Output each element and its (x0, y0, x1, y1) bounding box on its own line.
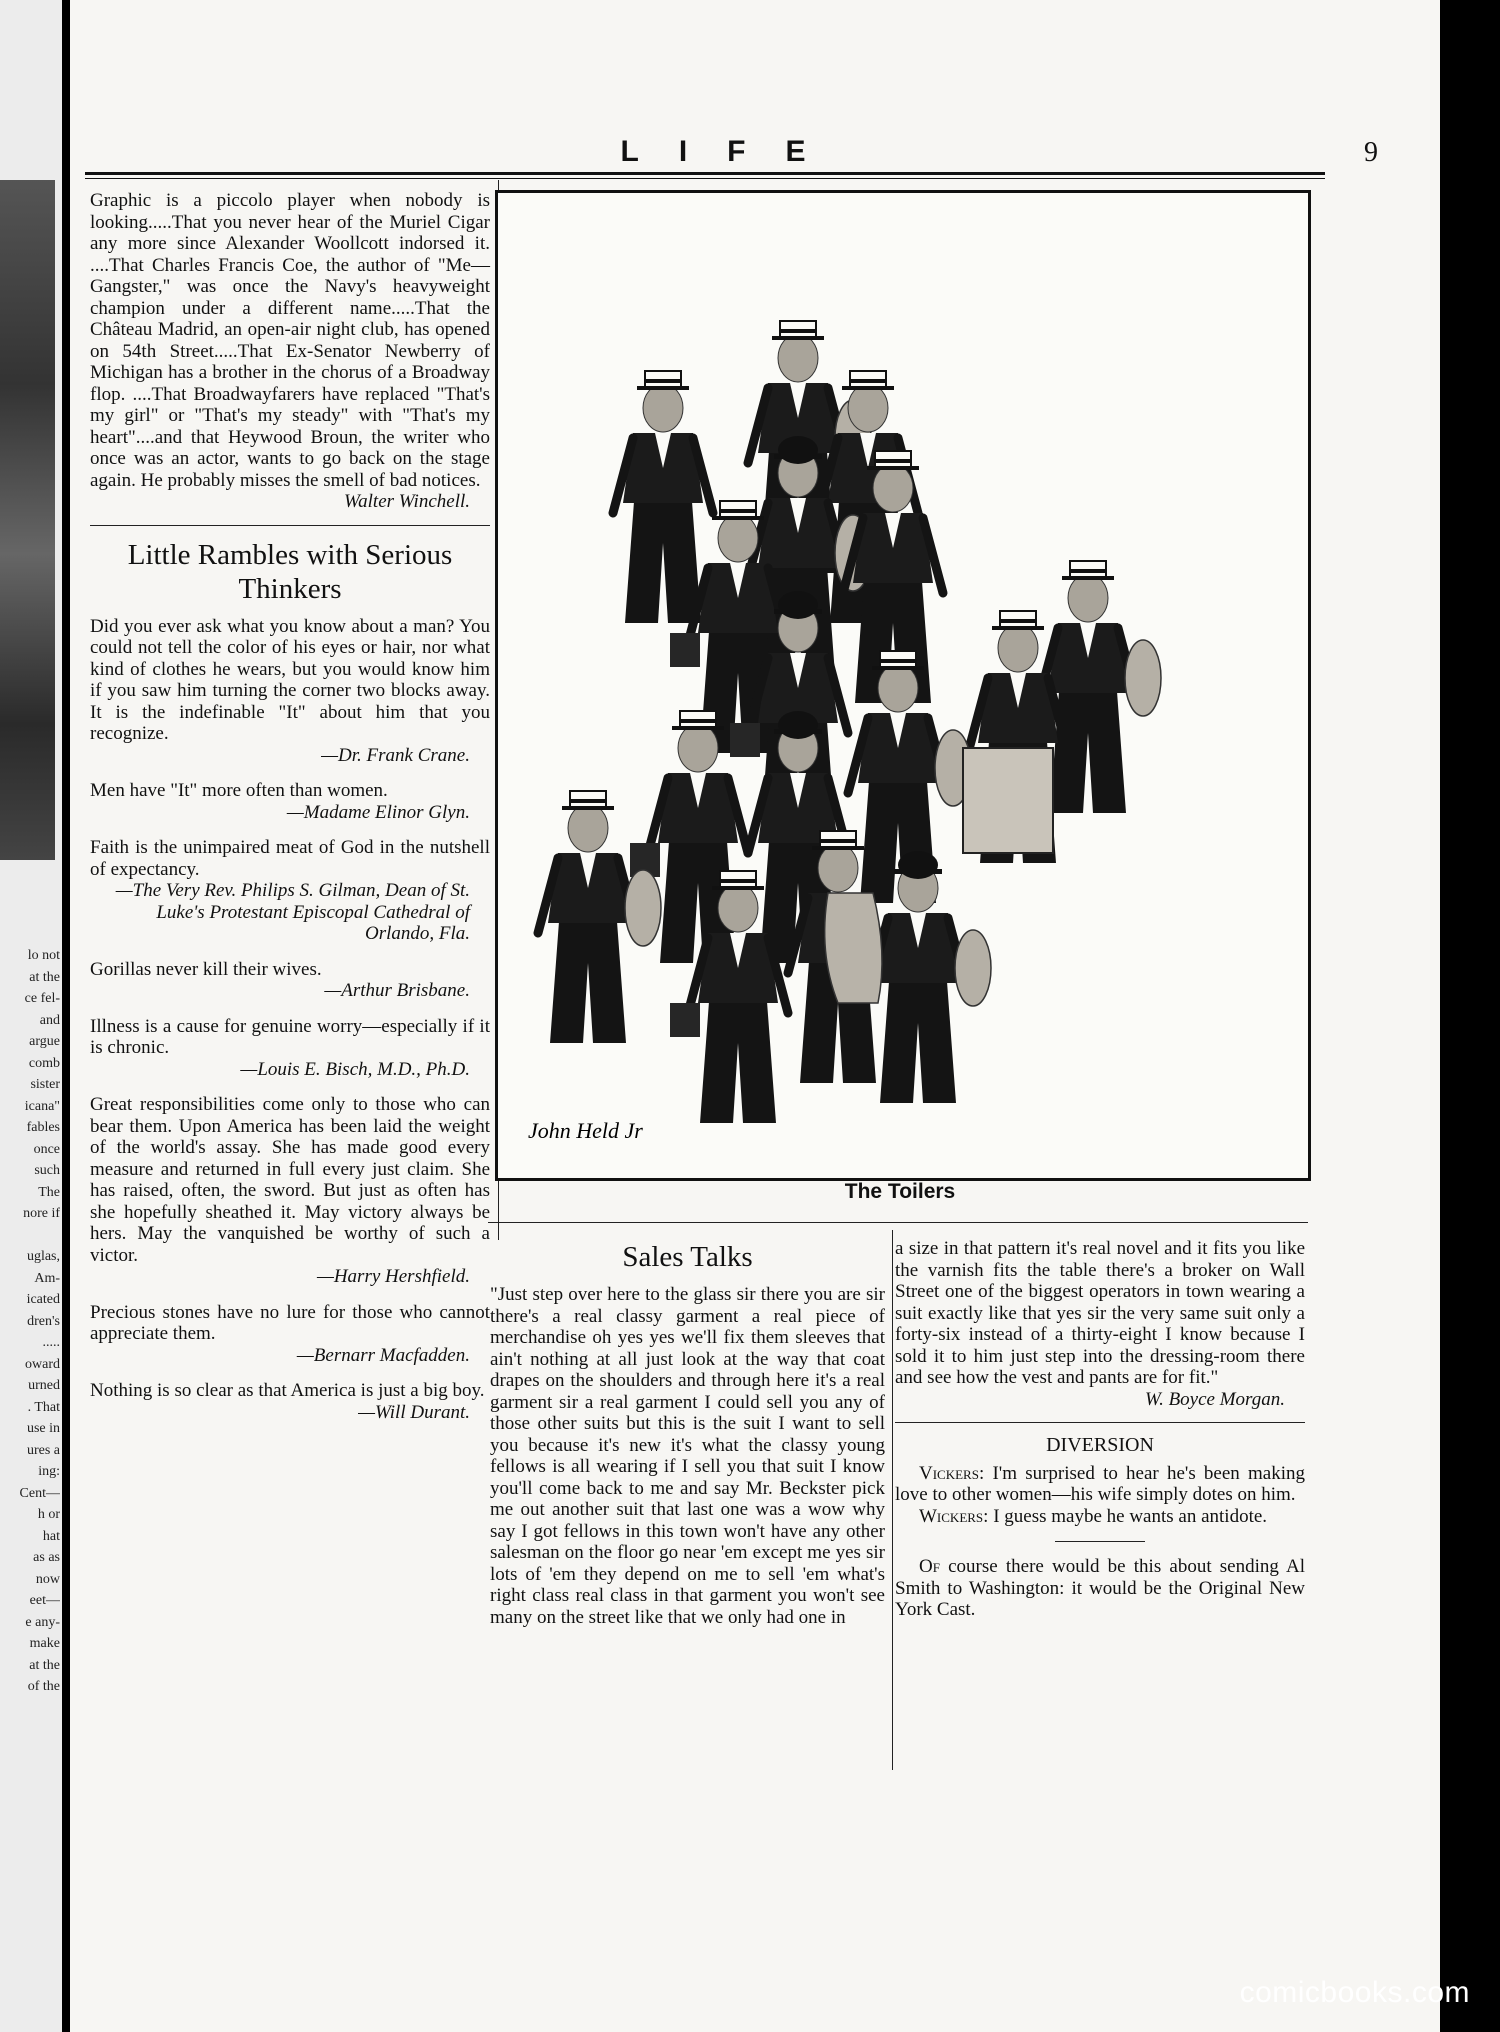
adjacent-text-line: The (38, 1184, 60, 1200)
straw-hat-brim (992, 626, 1044, 630)
adjacent-text-line: ures a (26, 1442, 60, 1458)
short-divider (1055, 1541, 1145, 1542)
musician-trousers (880, 968, 956, 1103)
ramble-quote: Precious stones have no lure for those who cannot appreciate them. (90, 1301, 490, 1344)
adjacent-text-line: sister (30, 1077, 60, 1092)
straw-hat-brim (842, 386, 894, 390)
instrument-case (1125, 640, 1161, 716)
ramble-entry (90, 780, 490, 823)
musician-head (643, 384, 683, 432)
straw-hat-band (780, 329, 816, 333)
adjacent-page-edge (0, 0, 62, 2032)
adjacent-text-line: make (29, 1636, 60, 1651)
musician-trousers (625, 488, 701, 623)
adjacent-text-line: ce fel- (24, 991, 60, 1006)
ramble-entry (90, 1016, 490, 1081)
bowler-hat-brim (894, 869, 942, 874)
musician-head (873, 464, 913, 512)
ramble-entry (90, 616, 490, 767)
musician-head (718, 884, 758, 932)
diversion-line-2: I guess maybe he wants an antidote. (993, 1505, 1268, 1527)
ramble-entry (90, 1380, 490, 1423)
straw-hat-band (875, 459, 911, 463)
adjacent-text-line: icana" (24, 1098, 60, 1114)
adjacent-page-photo (0, 180, 55, 860)
adjacent-text-line: at the (29, 969, 60, 985)
adjacent-text-line: Am- (34, 1270, 60, 1286)
adjacent-page-text (2, 945, 60, 1698)
straw-hat-brim (562, 806, 614, 810)
diversion-line-1: I'm surprised to hear he's been making love to other women—his wife simply dotes on him. (895, 1462, 1306, 1505)
ramble-quote: Faith is the unimpaired meat of God in the nutshell of expectancy. (90, 837, 490, 880)
adjacent-text-line: icated (26, 1292, 60, 1307)
marching-musicians-drawing (498, 193, 1302, 1172)
ramble-author: —Madame Elinor Glyn. (286, 801, 470, 823)
adjacent-text-line: eet— (29, 1593, 60, 1608)
ramble-author: —Harry Hershfield. (316, 1266, 470, 1287)
adjacent-text-line: ..... (42, 1335, 60, 1350)
al-smith-lead: Of (919, 1556, 940, 1577)
ramble-author: —Dr. Frank Crane. (321, 744, 470, 766)
adjacent-text-line: argue (29, 1034, 60, 1049)
musician-head (998, 624, 1038, 672)
adjacent-text-line: nore if (23, 1206, 60, 1221)
musician-head (568, 804, 608, 852)
header-rule (85, 172, 1325, 175)
musician-head (818, 844, 858, 892)
musician-trousers (550, 908, 626, 1043)
ramble-entry (90, 1094, 490, 1288)
adjacent-text-line: e any- (25, 1614, 60, 1630)
adjacent-text-line: such (34, 1163, 60, 1178)
bowler-hat-brim (774, 454, 822, 459)
straw-hat-brim (712, 516, 764, 520)
column-rule (892, 1230, 893, 1770)
bowler-hat-brim (774, 729, 822, 734)
musician-head (878, 664, 918, 712)
straw-hat-band (720, 879, 756, 883)
adjacent-text-line: comb (28, 1055, 60, 1071)
ramble-quote: Great responsibilities come only to those who can bear them. Upon America has been laid the weight of the world's assay. She has made good every measure and returned in full every just claim. She has raised, often, the sword. But just as often has she hopefully sheathed it. May victory always be hers. May the vanquished be worthy of such a victor. (90, 1094, 490, 1266)
section-divider (488, 1222, 1308, 1223)
adjacent-text-line (2, 1225, 60, 1247)
musician-trousers (700, 988, 776, 1123)
ramble-entry (90, 1302, 490, 1367)
tuba (825, 893, 882, 1003)
instrument-case (625, 870, 661, 946)
section-divider (90, 525, 490, 526)
adjacent-text-line: urned (28, 1378, 60, 1393)
ramble-author: —Bernarr Macfadden. (296, 1344, 470, 1366)
left-column (90, 190, 490, 1437)
adjacent-text-line: hat (42, 1528, 60, 1544)
magazine-title: LIFE (620, 135, 846, 168)
right-column (895, 1238, 1305, 1621)
adjacent-text-line: lo not (27, 948, 60, 963)
rambles-list (90, 616, 490, 1424)
adjacent-text-line: now (35, 1571, 60, 1587)
suitcase (670, 1003, 700, 1037)
straw-hat-brim (772, 336, 824, 340)
magazine-page (70, 0, 1440, 2032)
ramble-quote: Did you ever ask what you know about a man? You could not tell the color of his eyes or hair, nor what kind of clothes he wears, but you would know him if you saw him turning the corner two blocks away. It is the indefinable "It" about him that you recognize. (90, 615, 490, 744)
straw-hat-band (645, 379, 681, 383)
diversion-title: DIVERSION (1046, 1434, 1154, 1456)
musician-head (1068, 574, 1108, 622)
adjacent-text-line: use in (26, 1421, 60, 1436)
page-number: 9 (1364, 137, 1378, 168)
sales-talks-title: Sales Talks (622, 1241, 753, 1273)
ramble-quote: Men have "It" more often than women. (90, 780, 388, 801)
adjacent-text-line: as as (33, 1550, 60, 1565)
adjacent-text-line: fables (26, 1120, 60, 1135)
bowler-hat (778, 711, 818, 739)
speaker-wickers: Wickers: (919, 1505, 989, 1527)
musician-head (678, 724, 718, 772)
suitcase (670, 633, 700, 667)
bowler-hat (778, 591, 818, 619)
ramble-entry (90, 837, 490, 945)
ramble-quote: Nothing is so clear as that America is just a big boy. (90, 1380, 485, 1401)
artist-signature: John Held Jr (528, 1118, 643, 1143)
adjacent-text-line: h or (37, 1507, 60, 1522)
sales-talks-column (490, 1240, 885, 1628)
adjacent-text-line: . That (27, 1399, 60, 1415)
adjacent-text-line: ing: (38, 1464, 60, 1479)
adjacent-text-line: oward (25, 1356, 60, 1372)
sales-talks-continued: a size in that pattern it's real novel and it fits you like the varnish fits the table there's a broker on Wall Street one of the biggest operators in town wearing a suit exactly like that yes sir the very same suit only a forty-six instead of a thirty-eight I know because I sold it to him just step into the dressing-room there and see how the vest and pants are for fit." (895, 1238, 1305, 1388)
adjacent-text-line: once (33, 1141, 60, 1157)
straw-hat-brim (867, 466, 919, 470)
adjacent-text-line: of the (27, 1679, 60, 1694)
header-rule-thin (85, 178, 1325, 179)
straw-hat-band (1000, 619, 1036, 623)
rambles-title: Little Rambles with Serious Thinkers (127, 538, 453, 605)
straw-hat-brim (1062, 576, 1114, 580)
straw-hat-band (880, 659, 916, 663)
bowler-hat-brim (774, 609, 822, 614)
bowler-hat (898, 851, 938, 879)
adjacent-text-line: and (39, 1012, 60, 1028)
ramble-author: —Arthur Brisbane. (324, 980, 470, 1001)
al-smith-text: course there would be this about sending Al Smith to Washington: it would be the Original New York Cast. (895, 1556, 1306, 1620)
section-divider (895, 1422, 1305, 1423)
adjacent-text-line: at the (29, 1657, 60, 1673)
suitcase (730, 723, 760, 757)
adjacent-text-line: Cent— (19, 1485, 60, 1501)
bass-drum (963, 748, 1053, 853)
straw-hat-band (570, 799, 606, 803)
musician-head (848, 384, 888, 432)
watermark: comicbooks.com (1239, 1976, 1470, 2009)
musician-head (718, 514, 758, 562)
ramble-author: —The Very Rev. Philips S. Gilman, Dean of St. Luke's Protestant Episcopal Cathedral of Orlando, Fla. (115, 880, 470, 944)
straw-hat-band (1070, 569, 1106, 573)
straw-hat-brim (812, 846, 864, 850)
adjacent-text-line: dren's (27, 1313, 60, 1329)
straw-hat-brim (872, 666, 924, 670)
ramble-quote: Illness is a cause for genuine worry—especially if it is chronic. (90, 1015, 490, 1058)
musician-head (778, 334, 818, 382)
ramble-quote: Gorillas never kill their wives. (90, 958, 322, 980)
speaker-vickers: Vickers: (919, 1462, 985, 1484)
straw-hat-band (850, 379, 886, 383)
ramble-author: —Will Durant. (358, 1401, 470, 1423)
straw-hat-brim (672, 726, 724, 730)
winchell-column-text: Graphic is a piccolo player when nobody is looking.....That you never hear of the Muriel Cigar any more since Alexander Woollcott indorsed it. ....That Charles Francis Coe, the author of "Me—Gangster," was once the Navy's heavyweight champion under a different name.....That the Château Madrid, an open-air night club, has opened on 54th Street.....That Ex-Senator Newberry of Michigan has a brother in the chorus of a Broadway flop. ....That Broadwayfarers have replaced "That's my girl" or "That's my steady" with "That's my heart"....and that Heywood Broun, the writer who once was an actor, wants to go back on the stage again. He probably misses the smell of bad notices. (90, 190, 490, 491)
straw-hat-band (680, 719, 716, 723)
bowler-hat (778, 436, 818, 464)
straw-hat-band (720, 509, 756, 513)
ramble-author: —Louis E. Bisch, M.D., Ph.D. (240, 1058, 470, 1080)
instrument-case (955, 930, 991, 1006)
ramble-entry (90, 959, 490, 1002)
adjacent-text-line: uglas, (26, 1249, 60, 1264)
straw-hat-brim (712, 886, 764, 890)
straw-hat-band (820, 839, 856, 843)
illustration-caption: The Toilers (844, 1180, 956, 1203)
illustration-the-toilers (495, 190, 1311, 1181)
sales-talks-signature: W. Boyce Morgan. (1144, 1388, 1285, 1410)
sales-talks-text: "Just step over here to the glass sir there you are sir there's a real classy garment a real piece of merchandise oh yes yes we'll fix them sleeves that ain't nothing at all just look at the way that coat drapes on the shoulders and through here it's a real garment sir a real garment I could sell you any of those other suits but this is the suit I want to sell you because it's new it's what the classy young fellows is all wearing if I sell you that suit I know you'll come back to me and say Mr. Beckster pick me out another suit that last one was a wow why say I got fellows in this town won't have any other salesman on the floor go near 'em except me yes sir lots of 'em they depend on me to sell 'em what's right class real class in that garment you won't see many on the street like that we only had one in (490, 1284, 885, 1628)
straw-hat-brim (637, 386, 689, 390)
winchell-signature: Walter Winchell. (344, 491, 470, 512)
